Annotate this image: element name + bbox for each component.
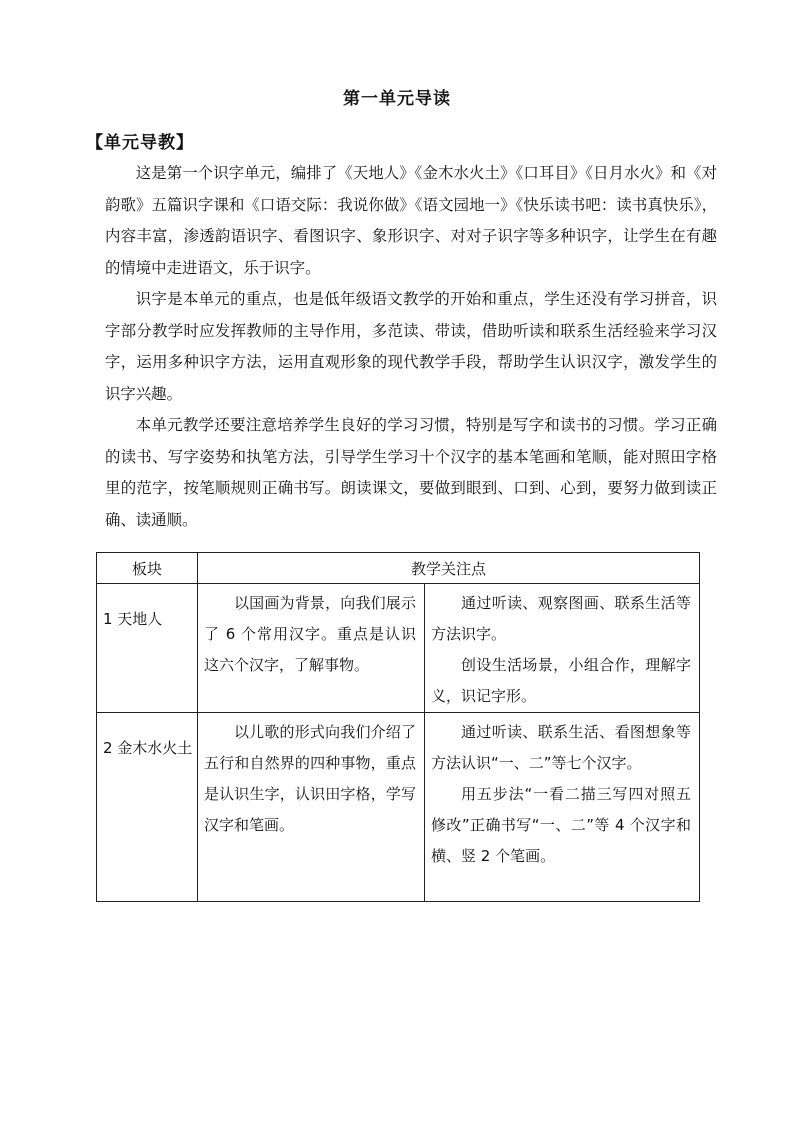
- paragraph-1: 这是第一个识字单元，编排了《天地人》《金木水火土》《口耳目》《日月水火》和《对韵歌》五篇识字课和《口语交际：我说你做》《语文园地一》《快乐读书吧：读书真快乐》，内容丰富，渗透韵语识字、看图识字、象形识字、对对子识字等多种识字，让学生在有趣的情境中走进语文，乐于识字。: [105, 164, 717, 277]
- section-heading: 【单元导教】: [86, 133, 194, 153]
- table-header-row: [97, 553, 700, 584]
- paragraph-2: 识字是本单元的重点，也是低年级语文教学的开始和重点，学生还没有学习拼音，识字部分教学时应发挥教师的主导作用，多范读、带读，借助听读和联系生活经验来学习汉字，运用多种识字方法，运用直观形象的现代教学手段，帮助学生认识汉字，激发学生的识字兴趣。: [105, 290, 717, 403]
- point-text: 用五步法“一看二描三写四对照五修改”正确书写“一、二”等 4 个汉字和横、竖 2 个笔画。: [431, 785, 692, 865]
- point-text: 通过听读、观察图画、联系生活等方法识字。: [431, 594, 692, 643]
- block-name: 1 天地人: [103, 610, 163, 628]
- teaching-focus-table: [96, 552, 700, 902]
- table-row: [97, 584, 700, 713]
- block-cell: [97, 713, 198, 902]
- summary-cell: [198, 713, 425, 902]
- header-focus: 教学关注点: [198, 553, 700, 584]
- block-name: 2 金木水火土: [103, 739, 193, 757]
- intro-paragraphs: [105, 158, 717, 536]
- summary-text: 以国画为背景，向我们展示了 6 个常用汉字。重点是认识这六个汉字，了解事物。: [204, 594, 416, 674]
- block-cell: [97, 584, 198, 713]
- summary-cell: [198, 584, 425, 713]
- page-title: 第一单元导读: [343, 89, 451, 109]
- summary-text: 以儿歌的形式向我们介绍了五行和自然界的四种事物，重点是认识生字，认识田字格，学写汉字和笔画。: [204, 723, 416, 834]
- points-cell: [425, 584, 700, 713]
- point-text: 创设生活场景，小组合作，理解字义，识记字形。: [431, 656, 692, 705]
- table-row: [97, 713, 700, 902]
- points-cell: [425, 713, 700, 902]
- header-block: 板块: [97, 553, 198, 584]
- paragraph-3: 本单元教学还要注意培养学生良好的学习习惯，特别是写字和读书的习惯。学习正确的读书、写字姿势和执笔方法，引导学生学习十个汉字的基本笔画和笔顺，能对照田字格里的范字，按笔顺规则正确书写。朗读课文，要做到眼到、口到、心到，要努力做到读正确、读通顺。: [105, 416, 717, 529]
- point-text: 通过听读、联系生活、看图想象等方法认识“一、二”等七个汉字。: [431, 723, 692, 772]
